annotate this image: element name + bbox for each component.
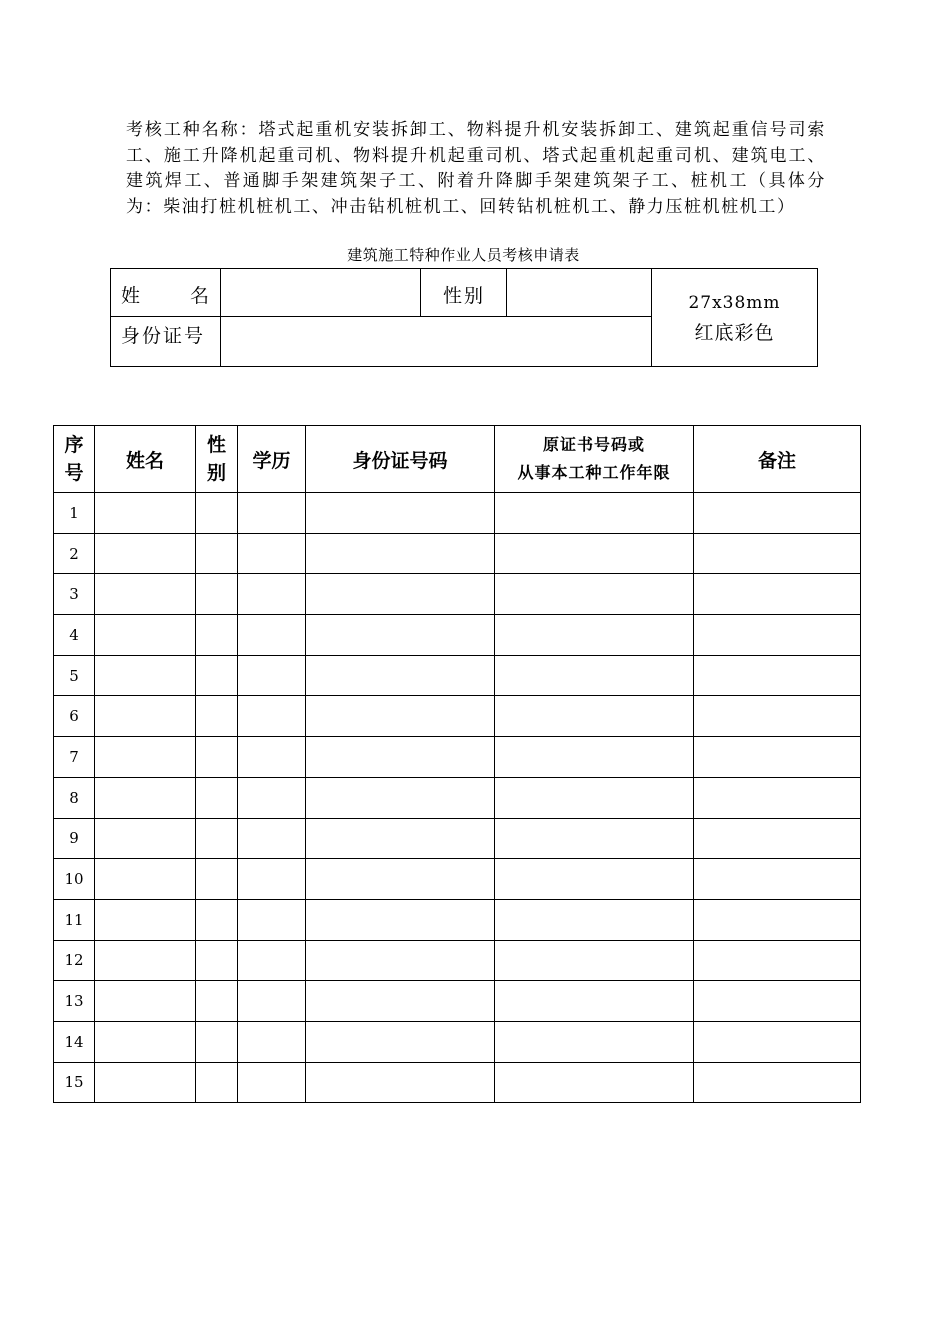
certificate-header: 原证书号码或 从事本工种工作年限: [495, 426, 694, 493]
table-row: [54, 696, 861, 737]
certificate-cell[interactable]: [495, 859, 694, 900]
certificate-cell[interactable]: [495, 777, 694, 818]
table-row: [54, 615, 861, 656]
gender-cell[interactable]: [196, 574, 238, 615]
row-number: 14: [54, 1021, 95, 1062]
certificate-cell[interactable]: [495, 818, 694, 859]
gender-field[interactable]: [507, 269, 652, 317]
gender-cell[interactable]: [196, 493, 238, 534]
id-number-cell[interactable]: [306, 1021, 495, 1062]
education-cell[interactable]: [238, 1062, 306, 1103]
id-number-header: 身份证号码: [306, 426, 495, 493]
id-label: 身份证号: [111, 317, 221, 367]
id-number-cell[interactable]: [306, 574, 495, 615]
row-number: 9: [54, 818, 95, 859]
row-number: 7: [54, 737, 95, 778]
table-row: [54, 940, 861, 981]
table-row: [54, 1062, 861, 1103]
remark-cell[interactable]: [694, 574, 861, 615]
name-cell[interactable]: [95, 655, 196, 696]
row-number: 15: [54, 1062, 95, 1103]
education-cell[interactable]: [238, 493, 306, 534]
name-cell[interactable]: [95, 981, 196, 1022]
photo-size: 27x38mm: [688, 292, 781, 313]
remark-header: 备注: [694, 426, 861, 493]
row-number: 6: [54, 696, 95, 737]
name-cell[interactable]: [95, 899, 196, 940]
gender-cell[interactable]: [196, 655, 238, 696]
intro-text: 考核工种名称：塔式起重机安装拆卸工、物料提升机安装拆卸工、建筑起重信号司索工、施工升降机起重司机、物料提升机起重司机、塔式起重机起重司机、建筑电工、建筑焊工、普通脚手架建筑架子工、附着升降脚手架建筑架子工、桩机工（具体分为：柴油打桩机桩机工、冲击钻机桩机工、回转钻机桩机工、静力压桩机桩机工）: [126, 120, 826, 217]
table-row: [54, 574, 861, 615]
certificate-cell[interactable]: [495, 493, 694, 534]
table-row: [54, 859, 861, 900]
gender-header: 性 别: [196, 426, 238, 493]
gender-cell[interactable]: [196, 899, 238, 940]
photo-box[interactable]: [652, 269, 818, 367]
name-cell[interactable]: [95, 940, 196, 981]
education-cell[interactable]: [238, 737, 306, 778]
certificate-cell[interactable]: [495, 574, 694, 615]
education-cell[interactable]: [238, 1021, 306, 1062]
id-number-cell[interactable]: [306, 981, 495, 1022]
table-row: [54, 1021, 861, 1062]
gender-cell[interactable]: [196, 859, 238, 900]
id-number-cell[interactable]: [306, 493, 495, 534]
remark-cell[interactable]: [694, 1062, 861, 1103]
gender-cell[interactable]: [196, 1021, 238, 1062]
id-number-cell[interactable]: [306, 737, 495, 778]
form-title: 建筑施工特种作业人员考核申请表: [347, 246, 580, 264]
row-number: 11: [54, 899, 95, 940]
remark-cell[interactable]: [694, 655, 861, 696]
certificate-cell[interactable]: [495, 981, 694, 1022]
table-row: [54, 777, 861, 818]
education-cell[interactable]: [238, 574, 306, 615]
gender-cell[interactable]: [196, 777, 238, 818]
education-cell[interactable]: [238, 859, 306, 900]
id-number-cell[interactable]: [306, 899, 495, 940]
row-number: 5: [54, 655, 95, 696]
id-number-cell[interactable]: [306, 533, 495, 574]
name-label: 姓 名: [111, 269, 221, 317]
id-field[interactable]: [221, 317, 652, 367]
roster-body: [54, 493, 861, 1103]
name-cell[interactable]: [95, 859, 196, 900]
row-number: 10: [54, 859, 95, 900]
remark-cell[interactable]: [694, 981, 861, 1022]
name-header: 姓名: [95, 426, 196, 493]
certificate-cell[interactable]: [495, 899, 694, 940]
education-cell[interactable]: [238, 655, 306, 696]
row-number: 2: [54, 533, 95, 574]
education-cell[interactable]: [238, 818, 306, 859]
gender-cell[interactable]: [196, 615, 238, 656]
remark-cell[interactable]: [694, 859, 861, 900]
table-row: [54, 818, 861, 859]
id-number-cell[interactable]: [306, 696, 495, 737]
gender-cell[interactable]: [196, 940, 238, 981]
id-number-cell[interactable]: [306, 655, 495, 696]
certificate-cell[interactable]: [495, 696, 694, 737]
remark-cell[interactable]: [694, 533, 861, 574]
name-cell[interactable]: [95, 696, 196, 737]
remark-cell[interactable]: [694, 777, 861, 818]
remark-cell[interactable]: [694, 615, 861, 656]
education-cell[interactable]: [238, 899, 306, 940]
gender-cell[interactable]: [196, 737, 238, 778]
seq-header: 序 号: [54, 426, 95, 493]
row-number: 12: [54, 940, 95, 981]
id-number-cell[interactable]: [306, 1062, 495, 1103]
id-number-cell[interactable]: [306, 859, 495, 900]
name-cell[interactable]: [95, 818, 196, 859]
gender-cell[interactable]: [196, 981, 238, 1022]
remark-cell[interactable]: [694, 493, 861, 534]
name-cell[interactable]: [95, 737, 196, 778]
certificate-cell[interactable]: [495, 737, 694, 778]
certificate-cell[interactable]: [495, 940, 694, 981]
gender-cell[interactable]: [196, 818, 238, 859]
id-number-cell[interactable]: [306, 940, 495, 981]
remark-cell[interactable]: [694, 940, 861, 981]
remark-cell[interactable]: [694, 899, 861, 940]
gender-cell[interactable]: [196, 696, 238, 737]
education-cell[interactable]: [238, 615, 306, 656]
table-row: [54, 899, 861, 940]
name-cell[interactable]: [95, 1062, 196, 1103]
applicant-info-table: [110, 268, 818, 367]
education-header: 学历: [238, 426, 306, 493]
id-number-cell[interactable]: [306, 777, 495, 818]
row-number: 4: [54, 615, 95, 656]
name-cell[interactable]: [95, 1021, 196, 1062]
applicant-roster-table: [53, 425, 861, 1103]
photo-note: 红底彩色: [694, 321, 775, 344]
name-cell[interactable]: [95, 615, 196, 656]
table-row: [54, 493, 861, 534]
row-number: 1: [54, 493, 95, 534]
gender-cell[interactable]: [196, 533, 238, 574]
education-cell[interactable]: [238, 777, 306, 818]
certificate-cell[interactable]: [495, 1062, 694, 1103]
certificate-cell[interactable]: [495, 655, 694, 696]
education-cell[interactable]: [238, 696, 306, 737]
remark-cell[interactable]: [694, 696, 861, 737]
name-cell[interactable]: [95, 533, 196, 574]
name-cell[interactable]: [95, 493, 196, 534]
education-cell[interactable]: [238, 981, 306, 1022]
gender-label: 性别: [421, 269, 507, 317]
table-row: [54, 981, 861, 1022]
name-cell[interactable]: [95, 777, 196, 818]
row-number: 13: [54, 981, 95, 1022]
id-number-cell[interactable]: [306, 615, 495, 656]
remark-cell[interactable]: [694, 1021, 861, 1062]
row-number: 8: [54, 777, 95, 818]
name-field[interactable]: [221, 269, 421, 317]
row-number: 3: [54, 574, 95, 615]
remark-cell[interactable]: [694, 818, 861, 859]
education-cell[interactable]: [238, 533, 306, 574]
name-cell[interactable]: [95, 574, 196, 615]
gender-cell[interactable]: [196, 1062, 238, 1103]
certificate-cell[interactable]: [495, 1021, 694, 1062]
table-row: [54, 737, 861, 778]
education-cell[interactable]: [238, 940, 306, 981]
table-row: [54, 533, 861, 574]
certificate-cell[interactable]: [495, 533, 694, 574]
id-number-cell[interactable]: [306, 818, 495, 859]
remark-cell[interactable]: [694, 737, 861, 778]
table-row: [54, 655, 861, 696]
certificate-cell[interactable]: [495, 615, 694, 656]
header-row: [54, 426, 861, 493]
